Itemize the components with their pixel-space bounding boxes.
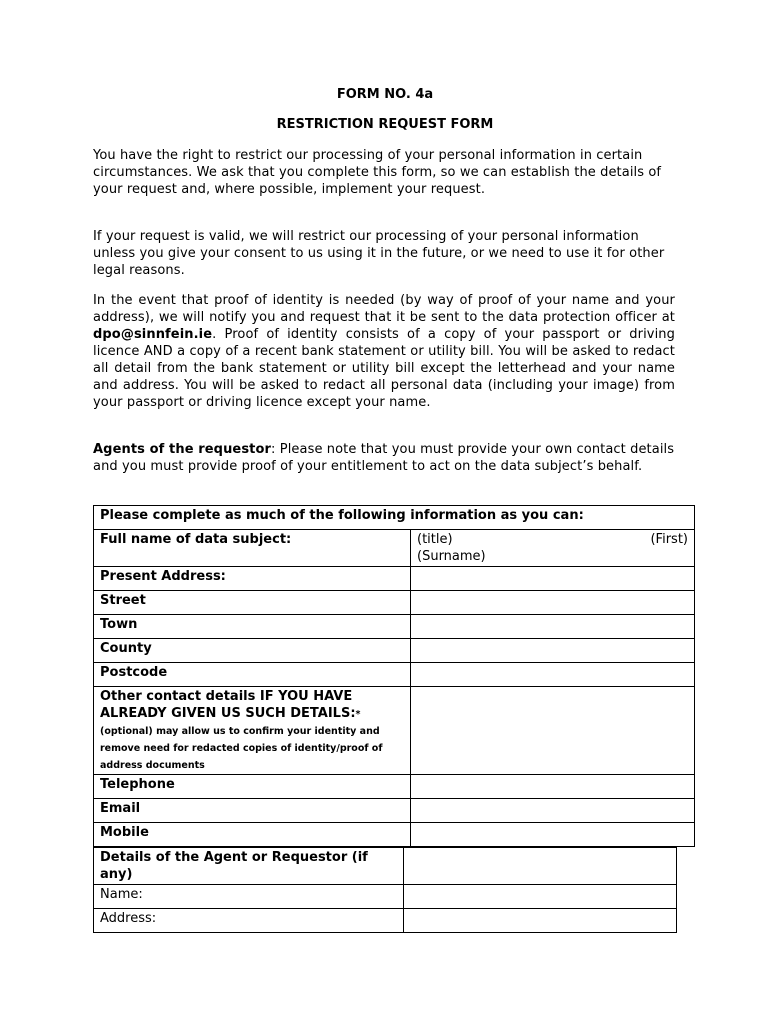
telephone-field[interactable] [411,775,695,799]
email-label: Email [94,799,411,823]
agent-name-field[interactable] [404,885,677,909]
agents-text: : Please note that you must provide your own contact details and you must provide proof of your entitlement to act on the data subject’s behalf. [93,442,675,474]
full-name-label: Full name of data subject: [94,530,411,567]
agent-table [93,847,677,933]
data-subject-table [93,505,695,847]
postcode-field[interactable] [411,663,695,687]
dpo-email-link[interactable]: dpo@sinnfein.ie [93,327,213,342]
other-contact-field[interactable] [411,687,695,775]
form-number: FORM NO. 4a [336,87,434,102]
agent-header: Details of the Agent or Requestor (if any) [94,848,404,885]
street-field[interactable] [411,591,695,615]
present-address-field[interactable] [411,567,695,591]
other-contact-text: Other contact details IF YOU HAVE ALREADY GIVEN US SUCH DETAILS: [100,689,356,721]
identity-paragraph [93,292,675,411]
agent-name-label: Name: [94,885,404,909]
agents-heading: Agents of the requestor [93,442,272,457]
postcode-label: Postcode [94,663,411,687]
identity-text-start: In the event that proof of identity is needed (by way of proof of your name and your address), we will notify you and request that it be sent to the data protection officer at [93,293,675,325]
town-field[interactable] [411,615,695,639]
county-label: County [94,639,411,663]
telephone-label: Telephone [94,775,411,799]
town-label: Town [94,615,411,639]
street-label: Street [94,591,411,615]
title-hint: (title) [417,532,453,547]
intro-paragraph-1: You have the right to restrict our processing of your personal information in certain circumstances. We ask that you complete this form, so we can establish the details of your request and, where possible, implement your request. [93,148,662,197]
agent-header-field[interactable] [404,848,677,885]
intro-paragraph-2: If your request is valid, we will restrict our processing of your personal information unless you give your consent to us using it in the future, or we need to use it for other legal reasons. [93,229,665,278]
agent-address-label: Address: [94,909,404,933]
agents-paragraph [93,441,675,475]
mobile-field[interactable] [411,823,695,847]
mobile-label: Mobile [94,823,411,847]
email-field[interactable] [411,799,695,823]
county-field[interactable] [411,639,695,663]
surname-hint: (Surname) [417,549,486,564]
first-name-hint: (First) [650,532,688,547]
other-contact-note: *(optional) may allow us to confirm your identity and remove need for redacted copies of identity/proof of address documents [100,709,383,771]
agent-address-field[interactable] [404,909,677,933]
table-header: Please complete as much of the following information as you can: [94,506,695,530]
identity-text-end: . Proof of identity consists of a copy of your passport or driving licence AND a copy of a recent bank statement or utility bill. You will be asked to redact all detail from the bank statement or utility bill except the letterhead and your name and address. You will be asked to redact all personal data (including your image) from your passport or driving licence except your name. [93,327,675,410]
full-name-field[interactable] [411,530,695,567]
form-title: RESTRICTION REQUEST FORM [276,117,494,132]
present-address-label: Present Address: [94,567,411,591]
other-contact-label [94,687,411,775]
